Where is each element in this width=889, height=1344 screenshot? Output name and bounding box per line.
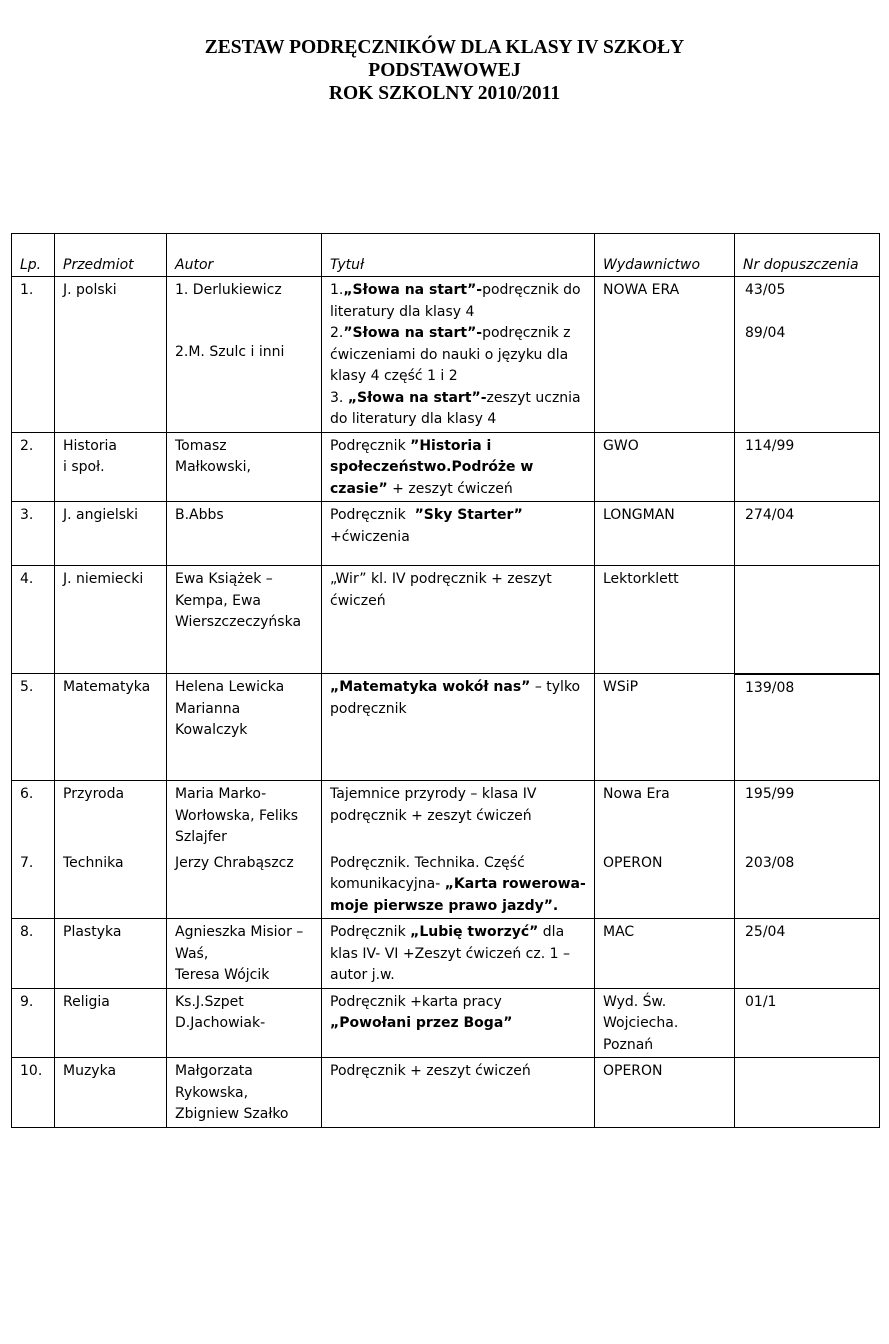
- header-wydawnictwo: Wydawnictwo: [595, 234, 735, 277]
- title-number: 3.: [330, 389, 348, 406]
- table-row: [12, 566, 880, 674]
- title-text: +ćwiczenia: [330, 528, 410, 545]
- title-bold: „Słowa na start”-: [343, 282, 483, 298]
- title-number: 2.: [330, 325, 344, 341]
- title-text: Podręcznik: [330, 507, 415, 523]
- title-bold: „Matematyka wokół nas”: [330, 679, 531, 695]
- cell-nr: 195/99: [735, 781, 880, 850]
- cell-wydawnictwo: WSiP: [595, 674, 735, 781]
- cell-lp: 8.: [12, 919, 55, 989]
- autor-line: Helena Lewicka: [175, 679, 285, 695]
- autor-line: D.Jachowiak-: [175, 1015, 266, 1031]
- table-row: [12, 502, 880, 566]
- title-number: 1.: [330, 282, 344, 298]
- cell-wydawnictwo: NOWA ERA: [595, 277, 735, 433]
- title-text: + zeszyt ćwiczeń: [387, 480, 513, 497]
- cell-nr: [735, 1058, 880, 1128]
- cell-autor: [167, 988, 322, 1058]
- cell-tytul: [322, 432, 595, 502]
- autor-line: 2.M. Szulc i inni: [175, 343, 285, 360]
- cell-tytul: [322, 502, 595, 566]
- title-bold: „Słowa na start”-: [347, 389, 487, 406]
- table-row: [12, 988, 880, 1058]
- cell-nr: [735, 566, 880, 674]
- cell-wydawnictwo: Lektorklett: [595, 566, 735, 674]
- cell-nr: 139/08: [735, 674, 880, 781]
- title-text: – tylko podręcznik: [330, 679, 581, 717]
- cell-lp: 1.: [12, 277, 55, 433]
- textbook-table: [11, 233, 880, 1128]
- cell-autor: B.Abbs: [167, 502, 322, 566]
- table-row: [12, 674, 880, 781]
- title-bold: ”Historia i społeczeństwo.Podróże w czasie”: [330, 437, 534, 497]
- cell-nr: 274/04: [735, 502, 880, 566]
- cell-przedmiot: Religia: [55, 988, 167, 1058]
- cell-lp: 5.: [12, 674, 55, 781]
- header-nr-dopuszczenia: Nr dopuszczenia: [735, 234, 880, 277]
- nr-line: 43/05: [745, 282, 786, 298]
- cell-lp: 9.: [12, 988, 55, 1058]
- cell-wydawnictwo: GWO: [595, 432, 735, 502]
- cell-wydawnictwo: OPERON: [595, 850, 735, 919]
- cell-autor: Małgorzata Rykowska, Zbigniew Szałko: [167, 1058, 322, 1128]
- cell-tytul: [322, 850, 595, 919]
- cell-tytul: [322, 988, 595, 1058]
- table-row: [12, 919, 880, 989]
- cell-lp: 2.: [12, 432, 55, 502]
- cell-tytul: [322, 674, 595, 781]
- title-text: Podręcznik +karta pracy: [330, 993, 502, 1010]
- title-text: podręcznik do literatury dla klasy 4: [330, 282, 581, 320]
- cell-nr: 203/08: [735, 850, 880, 919]
- title-bold: ”Sky Starter”: [414, 507, 523, 523]
- autor-line: Agnieszka Misior – Waś,: [175, 924, 304, 962]
- cell-przedmiot: J. niemiecki: [55, 566, 167, 674]
- cell-przedmiot: Plastyka: [55, 919, 167, 989]
- autor-line: 1. Derlukiewicz: [175, 282, 282, 298]
- cell-nr: 114/99: [735, 432, 880, 502]
- cell-lp: 4.: [12, 566, 55, 674]
- cell-przedmiot: Muzyka: [55, 1058, 167, 1128]
- table-row: [12, 1058, 880, 1128]
- title-bold: „Karta rowerowa- moje pierwsze prawo jazdy”.: [330, 876, 586, 914]
- title-line-1: ZESTAW PODRĘCZNIKÓW DLA KLASY IV SZKOŁY: [204, 37, 685, 58]
- cell-wydawnictwo: OPERON: [595, 1058, 735, 1128]
- header-przedmiot: Przedmiot: [55, 234, 167, 277]
- title-text: Podręcznik. Technika. Część komunikacyjna-: [330, 854, 525, 892]
- title-line-3: ROK SZKOLNY 2010/2011: [328, 83, 561, 104]
- przedmiot-line: Historia: [63, 437, 117, 454]
- cell-tytul: Podręcznik + zeszyt ćwiczeń: [322, 1058, 595, 1128]
- table-row: [12, 432, 880, 502]
- cell-wydawnictwo: Nowa Era: [595, 781, 735, 850]
- cell-przedmiot: J. polski: [55, 277, 167, 433]
- cell-wydawnictwo: MAC: [595, 919, 735, 989]
- table-row: [12, 277, 880, 433]
- cell-wydawnictwo: Wyd. Św. Wojciecha. Poznań: [595, 988, 735, 1058]
- autor-line: Marianna Kowalczyk: [175, 700, 248, 738]
- header-lp: Lp.: [12, 234, 55, 277]
- title-text: zeszyt ucznia do literatury dla klasy 4: [330, 389, 581, 427]
- header-row: [12, 234, 880, 277]
- cell-autor: Ewa Książek – Kempa, Ewa Wierszczeczyńska: [167, 566, 322, 674]
- cell-autor: [167, 919, 322, 989]
- cell-przedmiot: Technika: [55, 850, 167, 919]
- nr-line: 89/04: [745, 324, 786, 341]
- title-bold: ”Słowa na start”-: [343, 325, 483, 341]
- cell-nr: [735, 277, 880, 433]
- cell-przedmiot: Przyroda: [55, 781, 167, 850]
- header-tytul: Tytuł: [322, 234, 595, 277]
- cell-wydawnictwo: LONGMAN: [595, 502, 735, 566]
- przedmiot-line: i społ.: [63, 459, 105, 475]
- table-row: [12, 850, 880, 919]
- cell-tytul: [322, 919, 595, 989]
- title-text: Podręcznik: [330, 924, 411, 940]
- title-text: dla klas IV- VI +Zeszyt ćwiczeń cz. 1 – autor j.w.: [330, 924, 570, 983]
- title-text: Podręcznik: [330, 437, 411, 454]
- autor-line: Teresa Wójcik: [175, 967, 270, 983]
- title-bold: „Lubię tworzyć”: [410, 924, 539, 940]
- cell-autor: [167, 674, 322, 781]
- title-text: podręcznik z ćwiczeniami do nauki o języku dla klasy 4 część 1 i 2: [330, 325, 571, 384]
- cell-autor: [167, 277, 322, 433]
- cell-autor: Maria Marko-Worłowska, Feliks Szlajfer: [167, 781, 322, 850]
- cell-lp: 7.: [12, 850, 55, 919]
- title-bold: „Powołani przez Boga”: [330, 1015, 513, 1031]
- cell-tytul: „Wir” kl. IV podręcznik + zeszyt ćwiczeń: [322, 566, 595, 674]
- cell-nr: 01/1: [735, 988, 880, 1058]
- cell-lp: 10.: [12, 1058, 55, 1128]
- table-row: [12, 781, 880, 850]
- autor-line: Małkowski,: [175, 459, 252, 475]
- header-autor: Autor: [167, 234, 322, 277]
- autor-line: Ks.J.Szpet: [175, 993, 244, 1010]
- cell-lp: 3.: [12, 502, 55, 566]
- cell-nr: 25/04: [735, 919, 880, 989]
- cell-tytul: Tajemnice przyrody – klasa IV podręcznik + zeszyt ćwiczeń: [322, 781, 595, 850]
- cell-tytul: [322, 277, 595, 433]
- cell-autor: Jerzy Chrabąszcz: [167, 850, 322, 919]
- title-line-2: PODSTAWOWEJ: [368, 60, 521, 81]
- autor-line: Tomasz: [175, 437, 227, 454]
- cell-przedmiot: J. angielski: [55, 502, 167, 566]
- cell-lp: 6.: [12, 781, 55, 850]
- cell-przedmiot: [55, 432, 167, 502]
- cell-przedmiot: Matematyka: [55, 674, 167, 781]
- cell-autor: [167, 432, 322, 502]
- document-title: [0, 36, 889, 105]
